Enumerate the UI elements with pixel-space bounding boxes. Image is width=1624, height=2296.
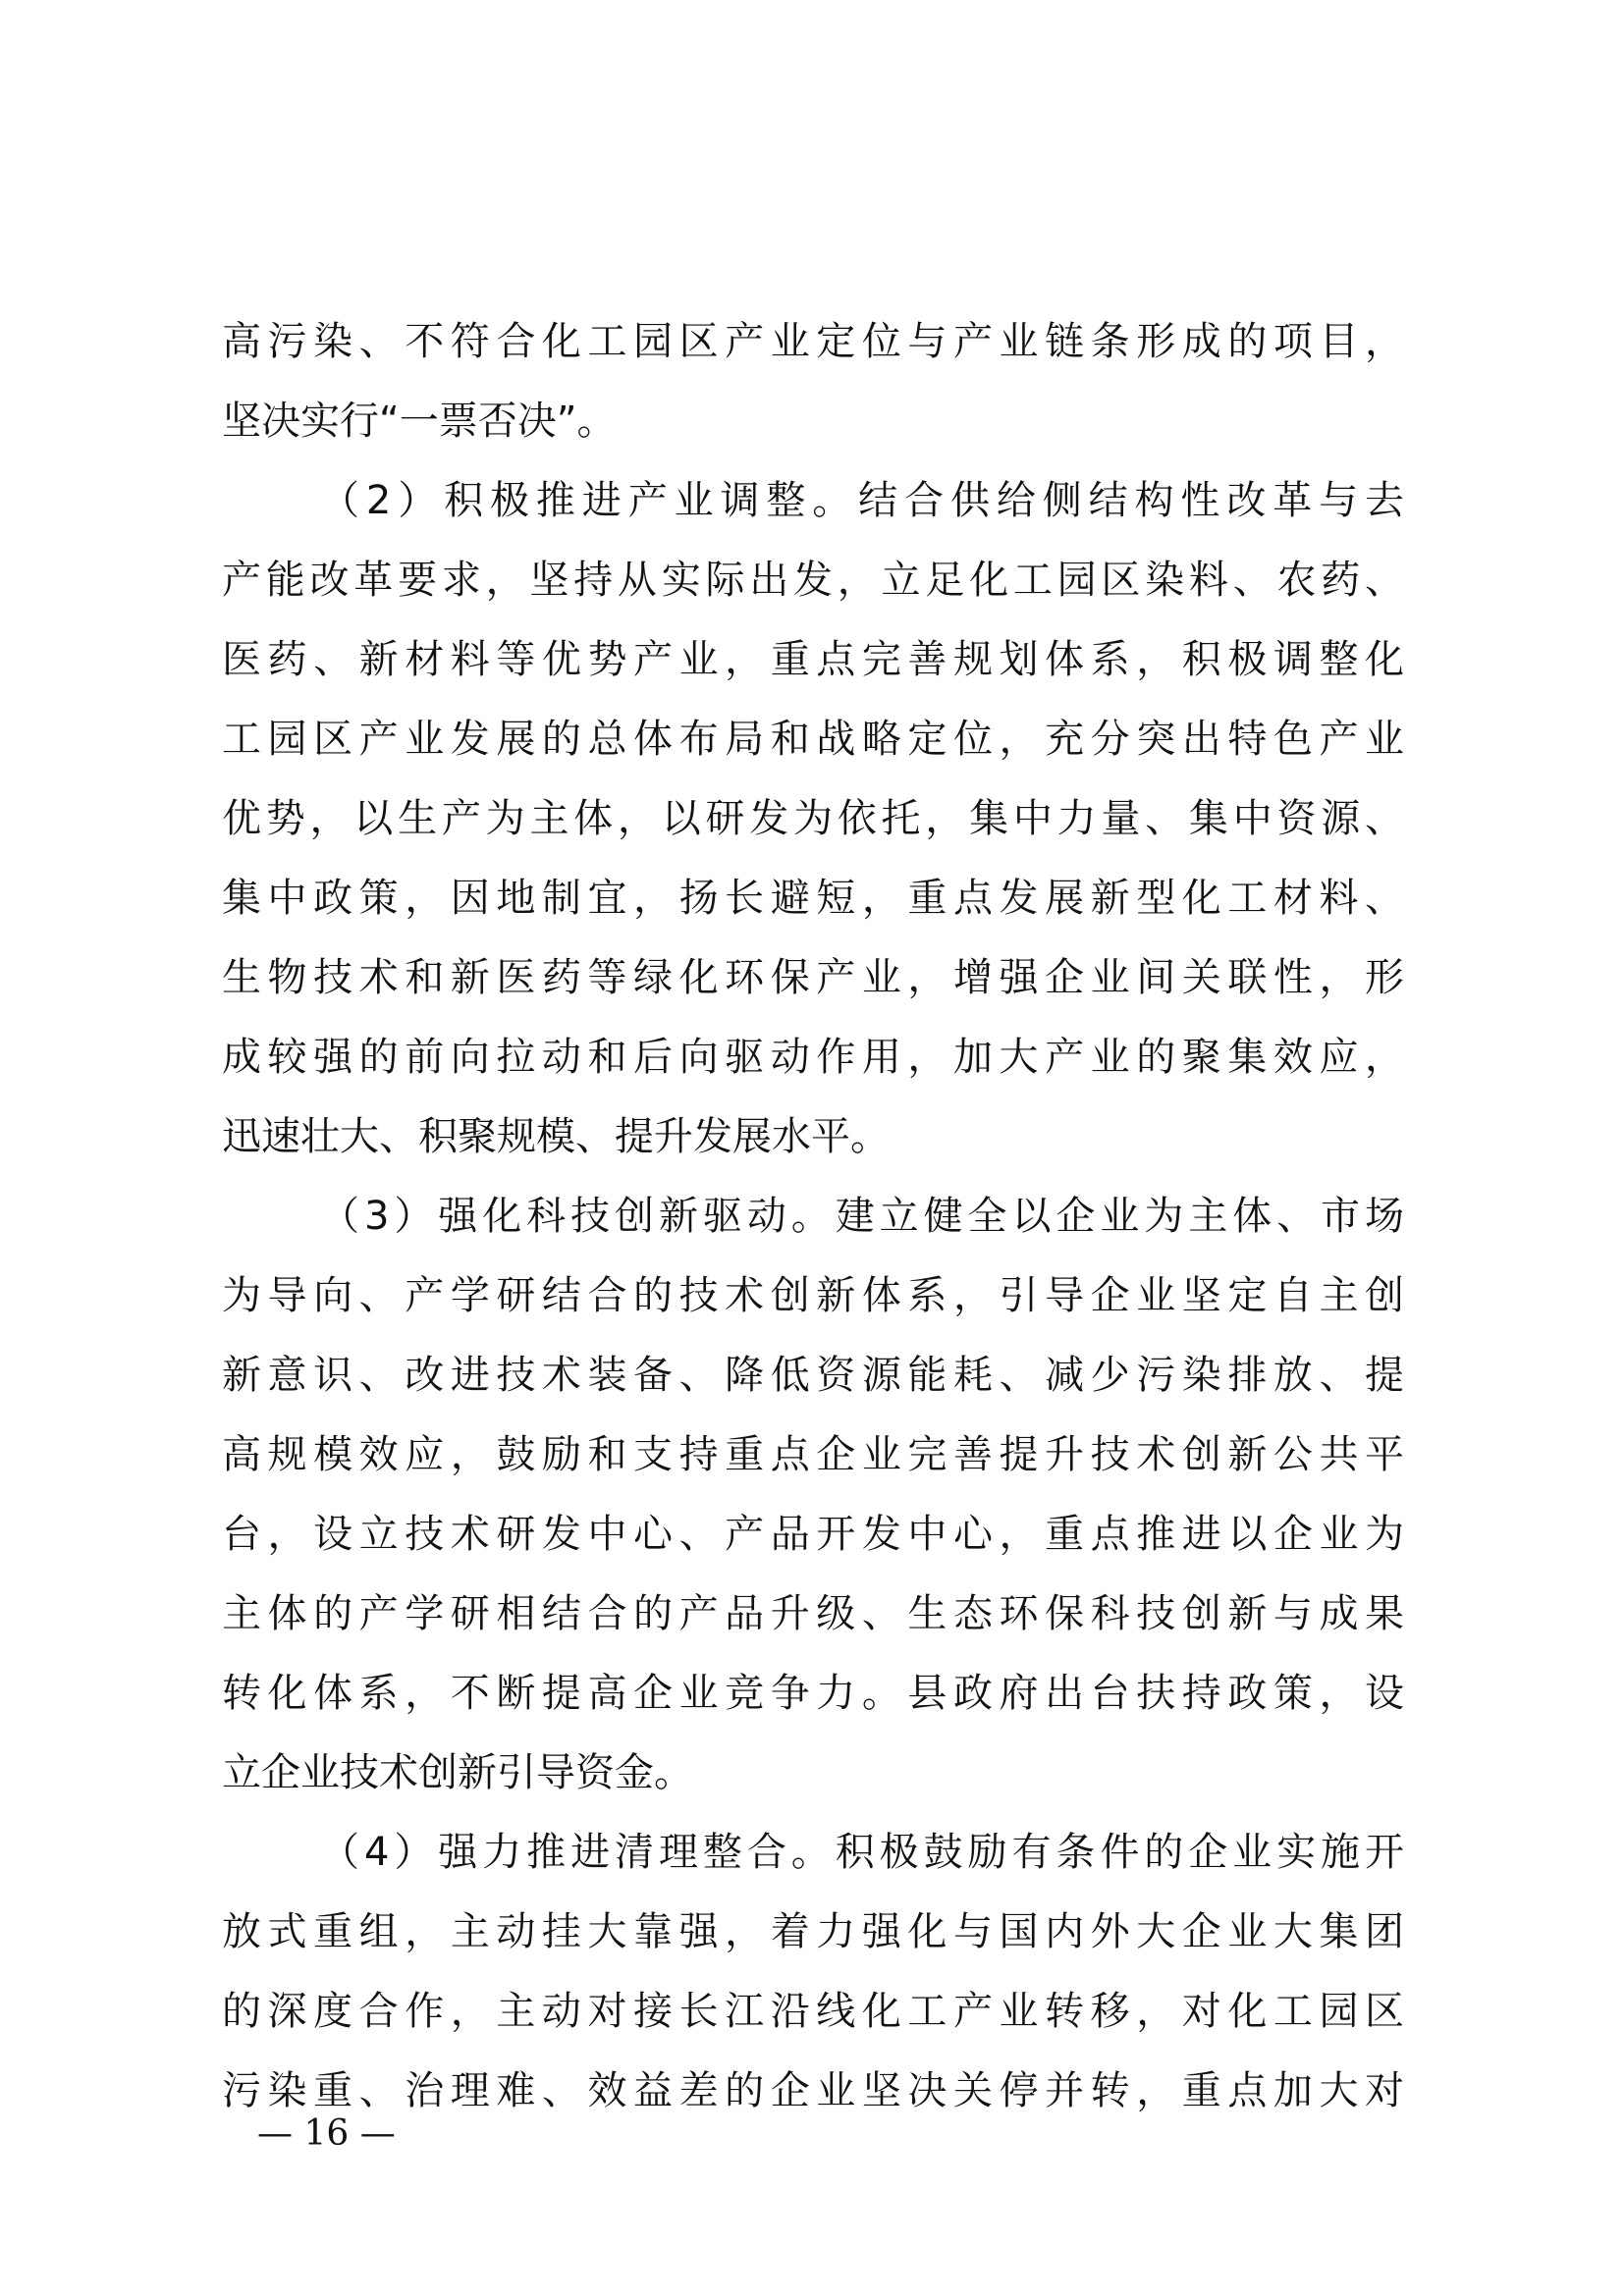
text-line: 成较强的前向拉动和后向驱动作用，加大产业的聚集效应， — [222, 1035, 1404, 1080]
text-line: 立企业技术创新引导资金。 — [222, 1750, 693, 1795]
text-line: 医药、新材料等优势产业，重点完善规划体系，积极调整化 — [222, 637, 1404, 682]
text-line: 迅速壮大、积聚规模、提升发展水平。 — [222, 1114, 890, 1159]
text-line: 高规模效应，鼓励和支持重点企业完善提升技术创新公共平 — [222, 1432, 1404, 1477]
text-line: 污染重、治理难、效益差的企业坚决关停并转，重点加大对 — [222, 2068, 1404, 2113]
text-line: 生物技术和新医药等绿化环保产业，增强企业间关联性，形 — [222, 955, 1404, 1000]
text-line: 的深度合作，主动对接长江沿线化工产业转移，对化工园区 — [222, 1989, 1404, 2034]
text-line: 转化体系，不断提高企业竞争力。县政府出台扶持政策，设 — [222, 1671, 1404, 1716]
text-line: 优势，以生产为主体，以研发为依托，集中力量、集中资源、 — [222, 796, 1404, 841]
text-line: 放式重组，主动挂大靠强，着力强化与国内外大企业大集团 — [222, 1909, 1404, 1954]
text-line: 产能改革要求，坚持从实际出发，立足化工园区染料、农药、 — [222, 558, 1404, 603]
text-line: 高污染、不符合化工园区产业定位与产业链条形成的项目， — [222, 319, 1404, 364]
paragraph-first-line: （3）强化科技创新驱动。建立健全以企业为主体、市场 — [320, 1194, 1404, 1239]
text-line: 台，设立技术研发中心、产品开发中心，重点推进以企业为 — [222, 1512, 1404, 1557]
page-number: — 16 — — [257, 2113, 396, 2154]
text-line: 为导向、产学研结合的技术创新体系，引导企业坚定自主创 — [222, 1273, 1404, 1318]
text-line: 新意识、改进技术装备、降低资源能耗、减少污染排放、提 — [222, 1353, 1404, 1398]
text-line: 工园区产业发展的总体布局和战略定位，充分突出特色产业 — [222, 717, 1404, 762]
body-text — [222, 302, 1404, 2131]
text-line: 集中政策，因地制宜，扬长避短，重点发展新型化工材料、 — [222, 876, 1404, 921]
paragraph-first-line: （2）积极推进产业调整。结合供给侧结构性改革与去 — [320, 478, 1404, 523]
text-line: 主体的产学研相结合的产品升级、生态环保科技创新与成果 — [222, 1591, 1404, 1636]
text-line: 坚决实行“一票否决”。 — [222, 399, 617, 444]
paragraph-first-line: （4）强力推进清理整合。积极鼓励有条件的企业实施开 — [320, 1830, 1404, 1875]
